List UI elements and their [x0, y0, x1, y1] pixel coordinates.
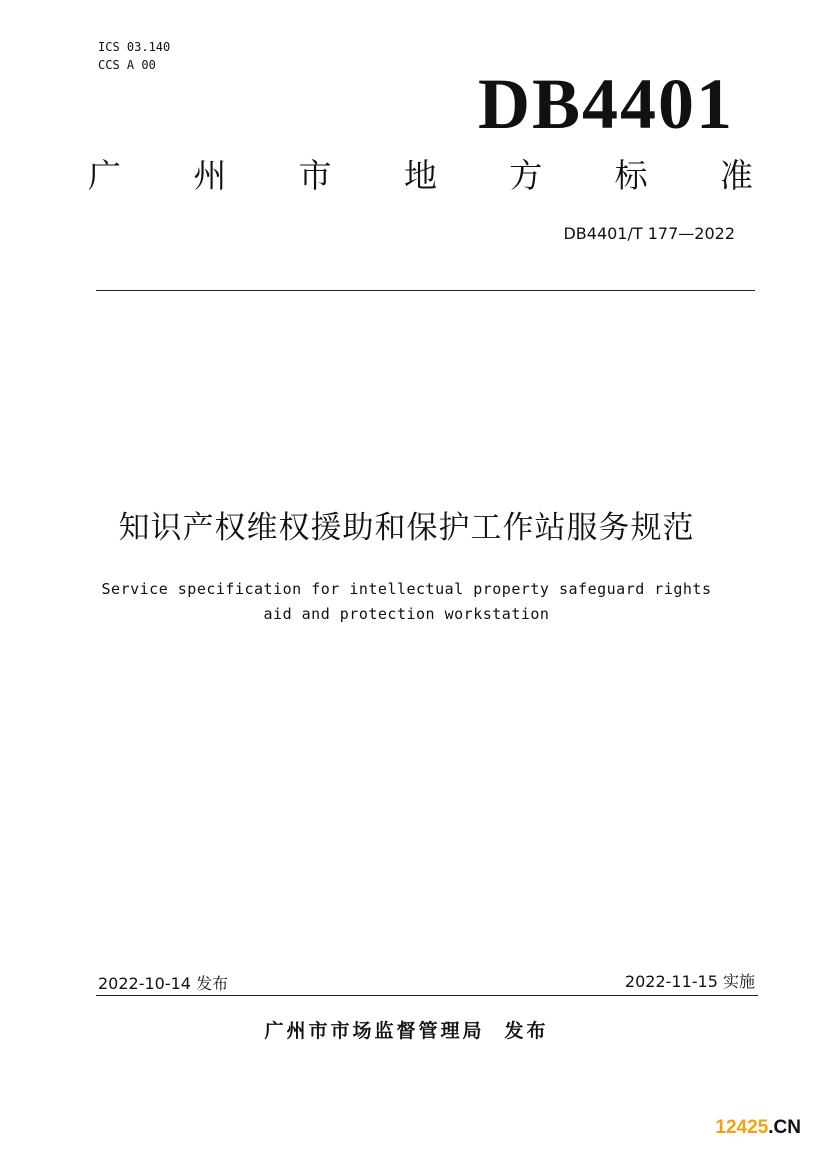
classification-codes — [98, 38, 170, 74]
watermark-number: 12425 — [715, 1117, 769, 1138]
standard-type-char: 州 — [193, 156, 227, 195]
publisher-action: 发布 — [504, 1020, 549, 1042]
site-watermark — [715, 1116, 801, 1140]
standard-type-char: 标 — [614, 156, 648, 195]
standard-type-heading — [88, 156, 753, 196]
publisher-name: 广州市市场监督管理局 — [264, 1020, 485, 1042]
document-title-english — [0, 577, 813, 627]
publisher-line — [0, 1018, 813, 1044]
standard-type-char: 方 — [509, 156, 543, 195]
standard-type-char: 地 — [403, 156, 437, 195]
footer-divider — [96, 995, 758, 996]
issue-date: 2022-10-14 发布 — [98, 974, 229, 993]
ics-code: ICS 03.140 — [98, 40, 171, 54]
ccs-code: CCS A 00 — [98, 58, 156, 72]
header-divider — [96, 290, 755, 291]
english-title-line: aid and protection workstation — [263, 605, 550, 623]
watermark-domain: .CN — [768, 1117, 801, 1138]
standard-type-char: 广 — [88, 156, 121, 195]
standard-type-char: 市 — [298, 156, 332, 195]
implementation-date: 2022-11-15 实施 — [624, 972, 755, 991]
db-code-heading: DB4401 — [477, 64, 734, 144]
standard-type-char: 准 — [719, 156, 753, 195]
standard-number: DB4401/T 177—2022 — [563, 224, 735, 243]
document-title-chinese: 知识产权维权援助和保护工作站服务规范 — [118, 510, 695, 546]
english-title-line: Service specification for intellectual property safeguard rights — [101, 580, 712, 598]
